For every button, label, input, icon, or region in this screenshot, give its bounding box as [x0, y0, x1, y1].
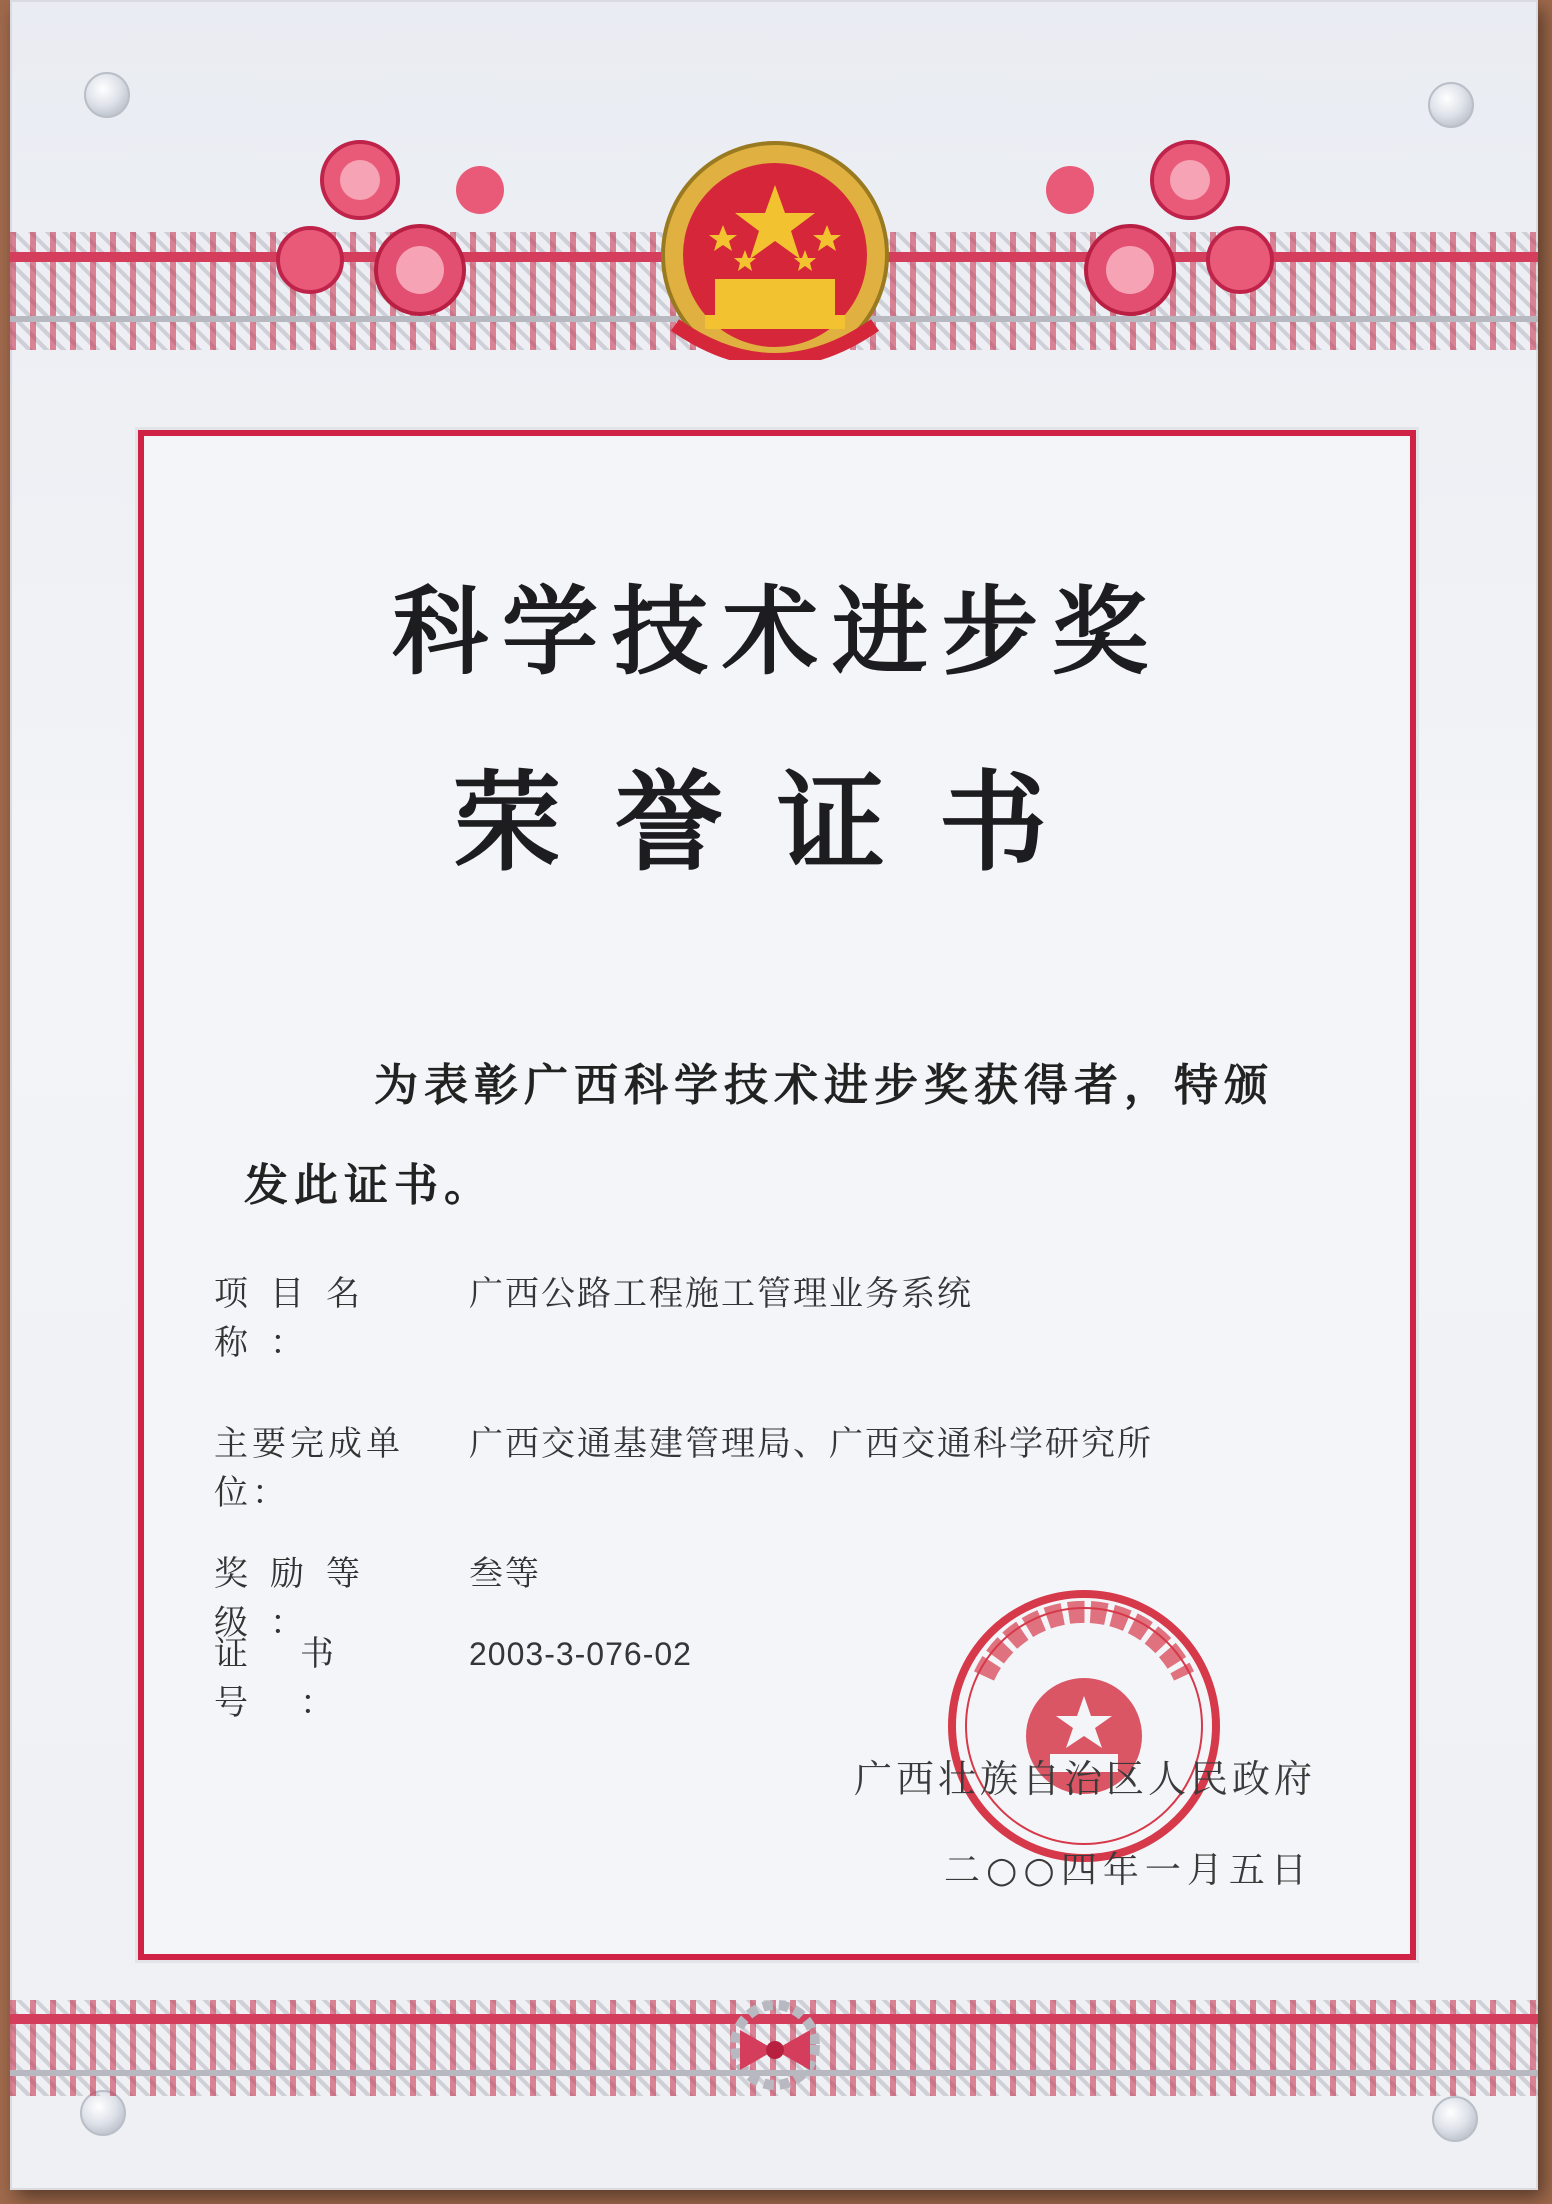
mounting-screw-icon [1428, 82, 1474, 128]
citation-text [244, 1036, 1330, 1236]
peony-ornament-icon [278, 142, 504, 314]
field-label: 主要完成单位： [214, 1424, 404, 1513]
field-label: 证书号： [214, 1634, 386, 1723]
field-project-name [214, 1266, 973, 1364]
issuer-name: 广西壮族自治区人民政府 [854, 1757, 1317, 1801]
field-value: 叁等 [469, 1554, 541, 1594]
gear-bow-ornament-icon [700, 1990, 850, 2100]
peony-ornament-icon [1046, 142, 1272, 314]
field-certificate-number [214, 1626, 692, 1724]
certificate-title: 科学技术进步奖 [392, 575, 1162, 688]
national-emblem-icon [270, 120, 1280, 360]
citation-line-1: 为表彰广西科学技术进步奖获得者，特颁 [374, 1060, 1274, 1111]
mounting-screw-icon [80, 2090, 126, 2136]
field-value: 广西交通基建管理局、广西交通科学研究所 [469, 1424, 1153, 1464]
field-label: 项目名称： [214, 1274, 382, 1363]
certificate-panel [138, 430, 1416, 1960]
field-main-units [214, 1416, 1153, 1514]
field-label: 奖励等级： [214, 1554, 382, 1643]
mounting-screw-icon [84, 72, 130, 118]
issue-date: 二○○四年一月五日 [944, 1850, 1313, 1891]
certificate-subtitle: 荣誉证书 [452, 760, 1101, 886]
field-value: 广西公路工程施工管理业务系统 [469, 1274, 973, 1314]
citation-line-2: 发此证书。 [244, 1160, 494, 1211]
mounting-screw-icon [1432, 2096, 1478, 2142]
official-seal-icon [944, 1586, 1224, 1866]
field-value: 2003-3-076-02 [469, 1636, 692, 1672]
